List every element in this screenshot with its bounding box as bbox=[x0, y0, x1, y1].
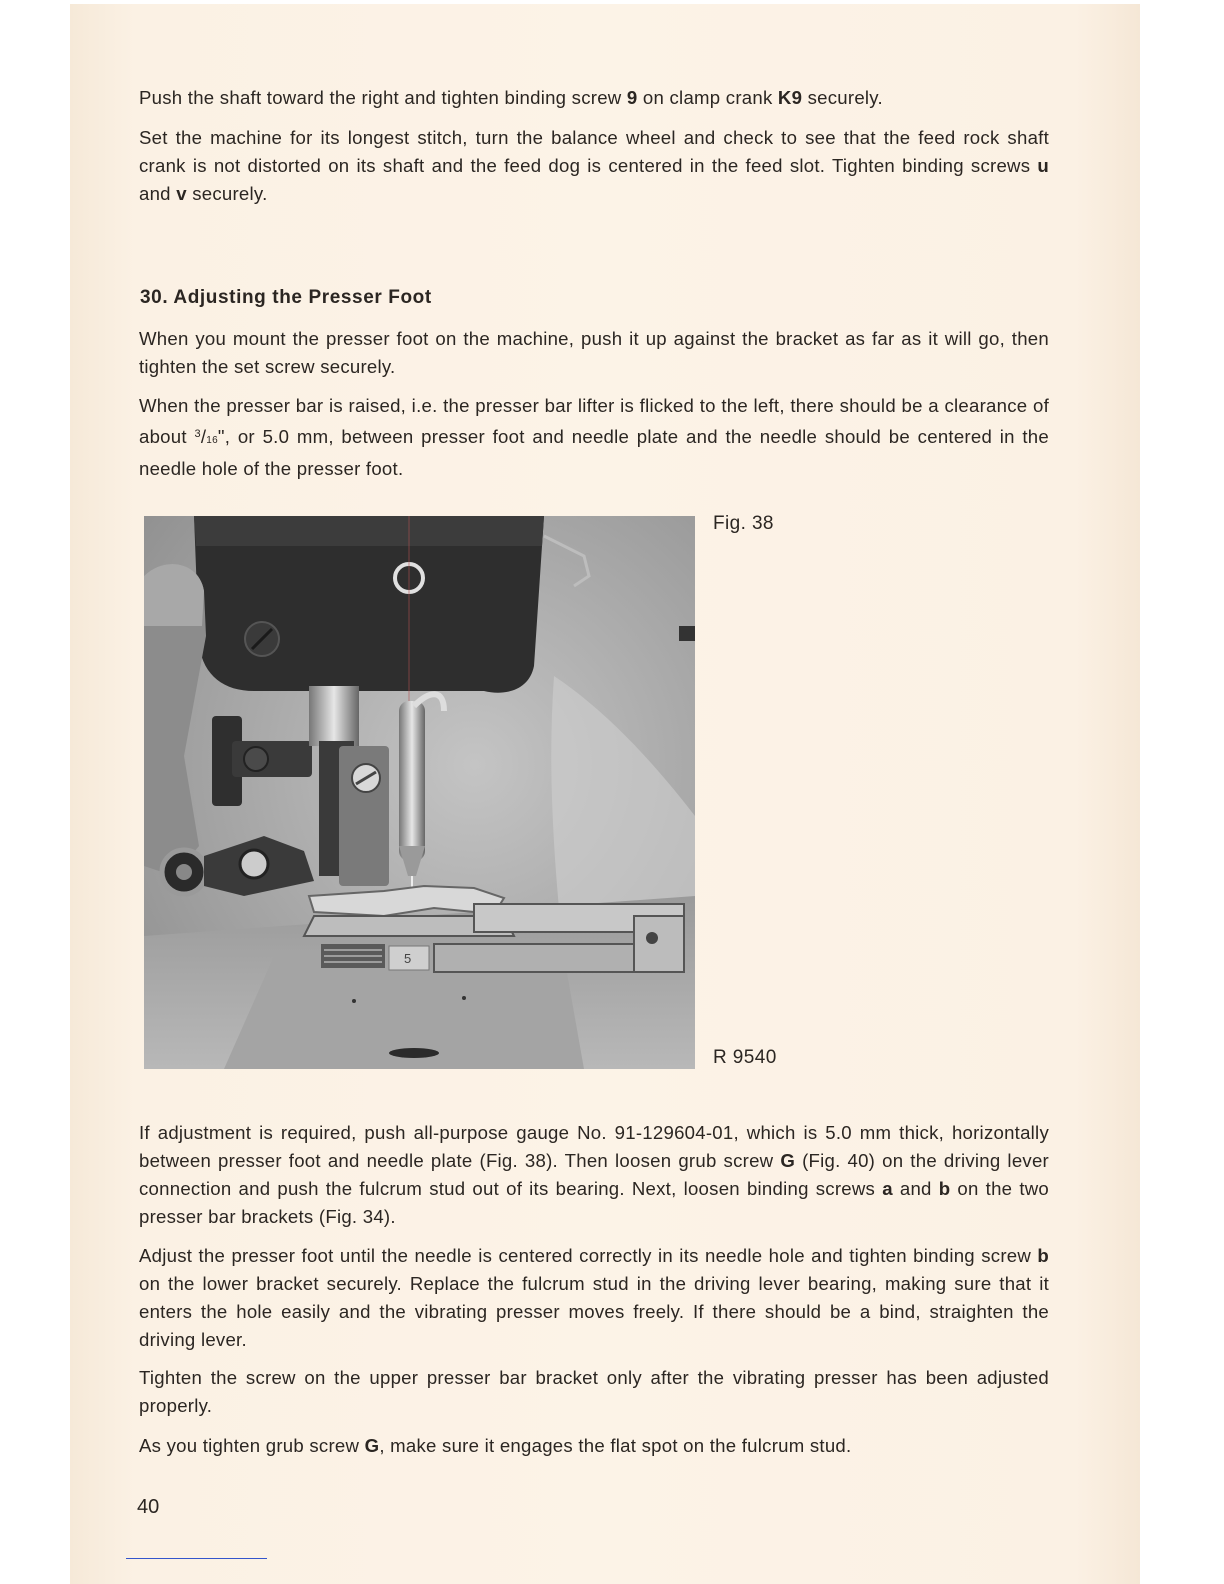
page-number: 40 bbox=[137, 1496, 160, 1518]
paragraph-adjust-foot: Adjust the presser foot until the needle is centered correctly in its needle hole and tighten binding screw b on the lower bracket securely. Replace the fulcrum stud in the driving lever bearing, making sure that it enters the hole easily and the vibrating presser moves freely. If there should be a bind, straighten the driving lever. bbox=[139, 1245, 1049, 1350]
figure-label: Fig. 38 bbox=[713, 513, 774, 534]
section-heading: 30. Adjusting the Presser Foot bbox=[140, 287, 432, 308]
paragraph-gauge: If adjustment is required, push all-purpose gauge No. 91-129604-01, which is 5.0 mm thick, horizontally between presser foot and needle plate (Fig. 38). Then loosen grub screw G (Fig. 40) on the driving lever connection and push the fulcrum stud out of its bearing. Next, loosen binding screws a and b on the two presser bar brackets (Fig. 34). bbox=[139, 1122, 1050, 1227]
plate-marking-text: 5 bbox=[404, 951, 412, 966]
paragraph-upper-bracket: Tighten the screw on the upper presser bar bracket only after the vibrating presser has been adjusted properly. bbox=[139, 1367, 1049, 1416]
paragraph-mount-presser-foot: When you mount the presser foot on the machine, push it up against the bracket as far as it will go, then tighten the set screw securely. bbox=[139, 328, 1049, 377]
footer-rule bbox=[126, 1558, 267, 1559]
figure-code: R 9540 bbox=[713, 1047, 777, 1068]
paragraph-binding-screw: Push the shaft toward the right and tighten binding screw 9 on clamp crank K9 securely. bbox=[139, 87, 883, 108]
presser-foot-photo bbox=[144, 516, 695, 1069]
figure-38-photo bbox=[144, 516, 695, 1069]
paragraph-longest-stitch: Set the machine for its longest stitch, turn the balance wheel and check to see that the feed rock shaft crank is not distorted on its shaft and the feed dog is centered in the feed slot. Tighten binding screws u and v securely. bbox=[139, 127, 1049, 204]
paragraph-grub-screw: As you tighten grub screw G, make sure it engages the flat spot on the fulcrum stud. bbox=[139, 1435, 852, 1456]
paragraph-clearance: When the presser bar is raised, i.e. the presser bar lifter is flicked to the left, there should be a clearance of about $^3$/16", or 5.0 mm, between presser foot and needle plate and the needle should be centered in the needle hole of the presser foot. bbox=[139, 395, 1049, 479]
